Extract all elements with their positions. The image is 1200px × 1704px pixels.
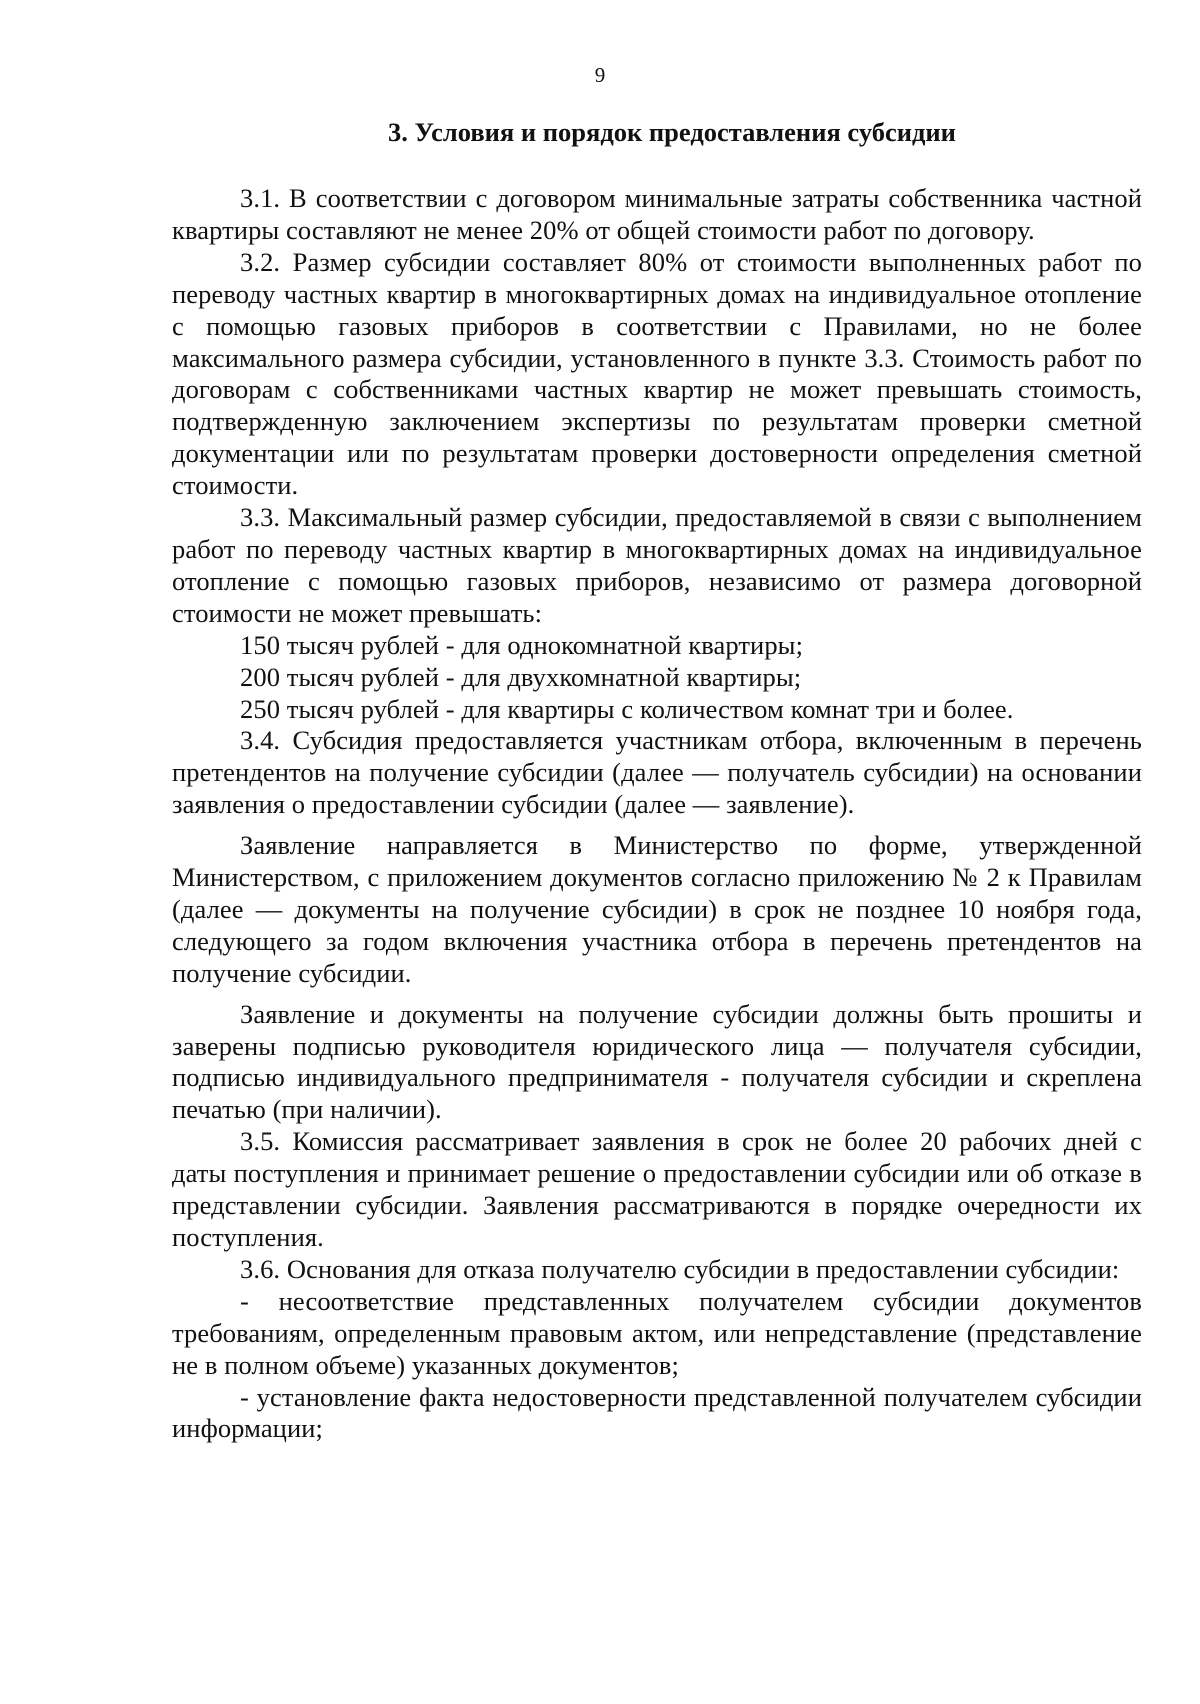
limit-one-room: 150 тысяч рублей - для однокомнатной квартиры; [240,629,804,660]
section-body [172,183,1142,1445]
section-title: 3. Условия и порядок предоставления субсидии [388,117,956,147]
limit-three-plus-room: 250 тысяч рублей - для квартиры с количеством комнат три и более. [240,693,1014,724]
page-number: 9 [594,63,606,87]
paragraph-3-5: 3.5. Комиссия рассматривает заявления в срок не более 20 рабочих дней с даты поступления и принимает решение о предоставлении субсидии или об отказе в представлении субсидии. Заявления рассматриваются в порядке очередности их поступления. [172,1126,1142,1252]
limit-two-room: 200 тысяч рублей - для двухкомнатной квартиры; [240,661,802,692]
paragraph-3-4-documents: Заявление и документы на получение субсидии должны быть прошиты и заверены подписью руководителя юридического лица — получателя субсидии, подписью индивидуального предпринимателя - получателя субсидии и скреплена печатью (при наличии). [172,998,1142,1125]
paragraph-3-4-application: Заявление направляется в Министерство по форме, утвержденной Министерством, с приложением документов согласно приложению № 2 к Правилам (далее — документы на получение субсидии) в срок не позднее 10 ноября года, следующего за годом включения участника отбора в перечень претендентов на получение субсидии. [172,830,1142,988]
paragraph-3-6: 3.6. Основания для отказа получателю субсидии в предоставлении субсидии: [240,1253,1120,1284]
refusal-ground-item: - несоответствие представленных получателем субсидии документов требованиям, определенным правовым актом, или непредставление (представление не в полном объеме) указанных документов; [172,1285,1142,1380]
refusal-ground-item: - установление факта недостоверности представленной получателем субсидии информации; [172,1381,1142,1444]
paragraph-3-3: 3.3. Максимальный размер субсидии, предоставляемой в связи с выполнением работ по переводу частных квартир в многоквартирных домах на индивидуальное отопление с помощью газовых приборов, независимо от размера договорной стоимости не может превышать: [172,502,1142,628]
paragraph-3-4: 3.4. Субсидия предоставляется участникам отбора, включенным в перечень претендентов на получение субсидии (далее — получатель субсидии) на основании заявления о предоставлении субсидии (далее — заявление). [172,725,1142,820]
paragraph-3-2: 3.2. Размер субсидии составляет 80% от стоимости выполненных работ по переводу частных квартир в многоквартирных домах на индивидуальное отопление с помощью газовых приборов в соответствии с Правилами, но не более максимального размера субсидии, установленного в пункте 3.3. Стоимость работ по договорам с собственниками частных квартир не может превышать стоимость, подтвержденную заключением экспертизы по результатам проверки сметной документации или по результатам проверки достоверности определения сметной стоимости. [172,246,1142,501]
paragraph-3-1: 3.1. В соответствии с договором минимальные затраты собственника частной квартиры составляют не менее 20% от общей стоимости работ по договору. [172,183,1142,245]
